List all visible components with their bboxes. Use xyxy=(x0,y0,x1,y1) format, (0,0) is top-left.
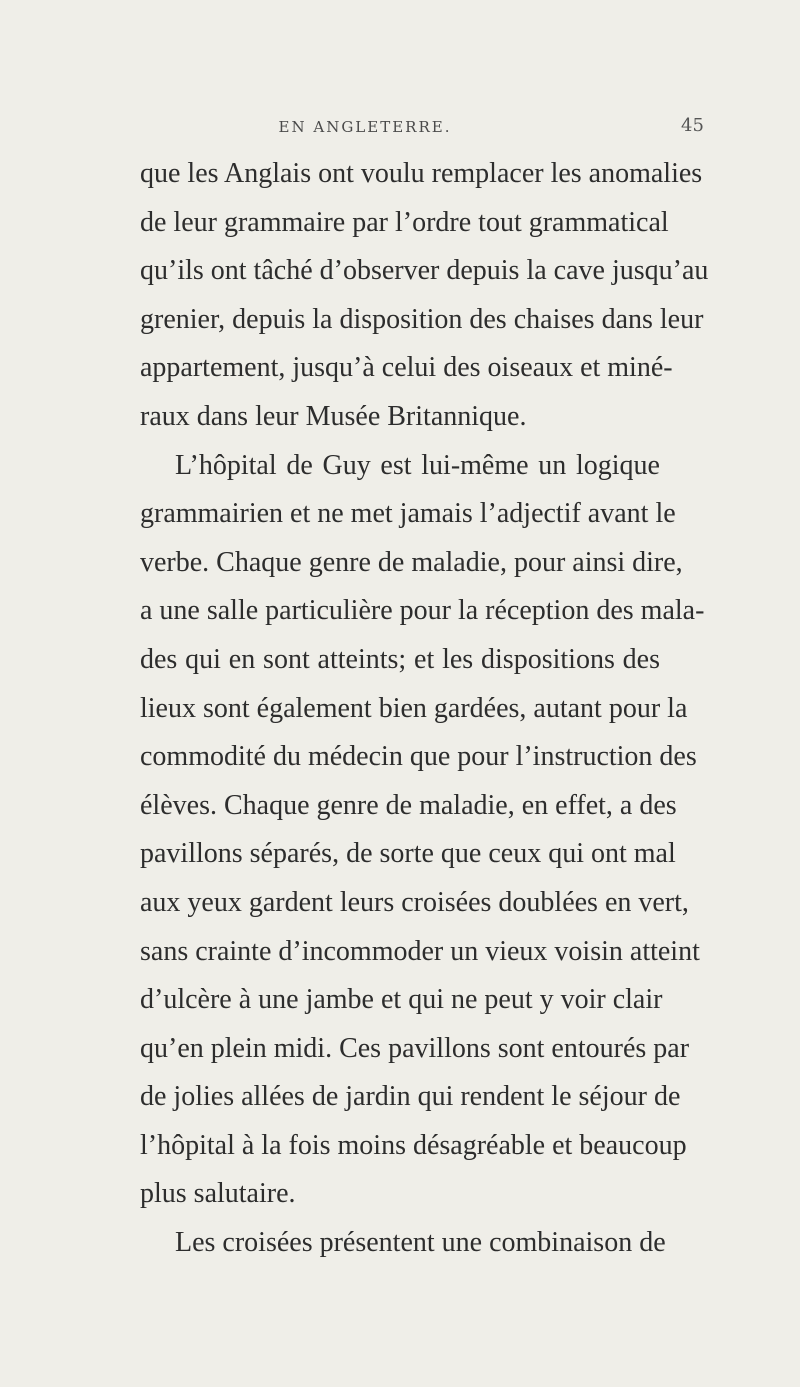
text-line: que les Anglais ont voulu remplacer les anomalies xyxy=(140,158,703,189)
text-line: pavillons séparés, de sorte que ceux qui ont mal xyxy=(140,838,676,870)
text-line: raux dans leur Musée Britannique. xyxy=(140,400,527,432)
text-line: grammairien et ne met jamais l’adjectif avant le xyxy=(140,498,676,530)
text-line: L’hôpital de Guy est lui-même un logique xyxy=(175,449,660,481)
text-line: lieux sont également bien gardées, autant pour la xyxy=(140,692,688,724)
text-line: des qui en sont atteints; et les dispositions des xyxy=(140,643,660,675)
text-line: Les croisées présentent une combinaison de xyxy=(175,1227,666,1259)
text-line: verbe. Chaque genre de maladie, pour ainsi dire, xyxy=(140,546,683,578)
text-line: sans crainte d’incommoder un vieux voisin atteint xyxy=(140,935,700,967)
text-line: aux yeux gardent leurs croisées doublées en vert, xyxy=(140,886,689,918)
text-line: l’hôpital à la fois moins désagréable et beaucoup xyxy=(140,1129,687,1161)
page-header xyxy=(0,100,800,140)
text-line: d’ulcère à une jambe et qui ne peut y voir clair xyxy=(140,984,663,1016)
text-line: de leur grammaire par l’ordre tout grammatical xyxy=(140,206,669,238)
text-line: appartement, jusqu’à celui des oiseaux et miné- xyxy=(140,352,673,384)
text-line: a une salle particulière pour la réception des mala- xyxy=(140,595,705,627)
text-line: qu’ils ont tâché d’observer depuis la cave jusqu’au xyxy=(140,255,709,287)
text-line: qu’en plein midi. Ces pavillons sont entourés par xyxy=(140,1032,690,1064)
body-text xyxy=(140,150,709,1268)
text-line: plus salutaire. xyxy=(140,1178,296,1210)
text-line: de jolies allées de jardin qui rendent le séjour de xyxy=(140,1081,681,1113)
text-line: commodité du médecin que pour l’instruction des xyxy=(140,741,697,773)
page-number: 45 xyxy=(681,115,704,136)
text-line: élèves. Chaque genre de maladie, en effet, a des xyxy=(140,789,677,821)
running-head: EN ANGLETERRE. xyxy=(278,118,452,136)
text-line: grenier, depuis la disposition des chaises dans leur xyxy=(140,303,704,335)
